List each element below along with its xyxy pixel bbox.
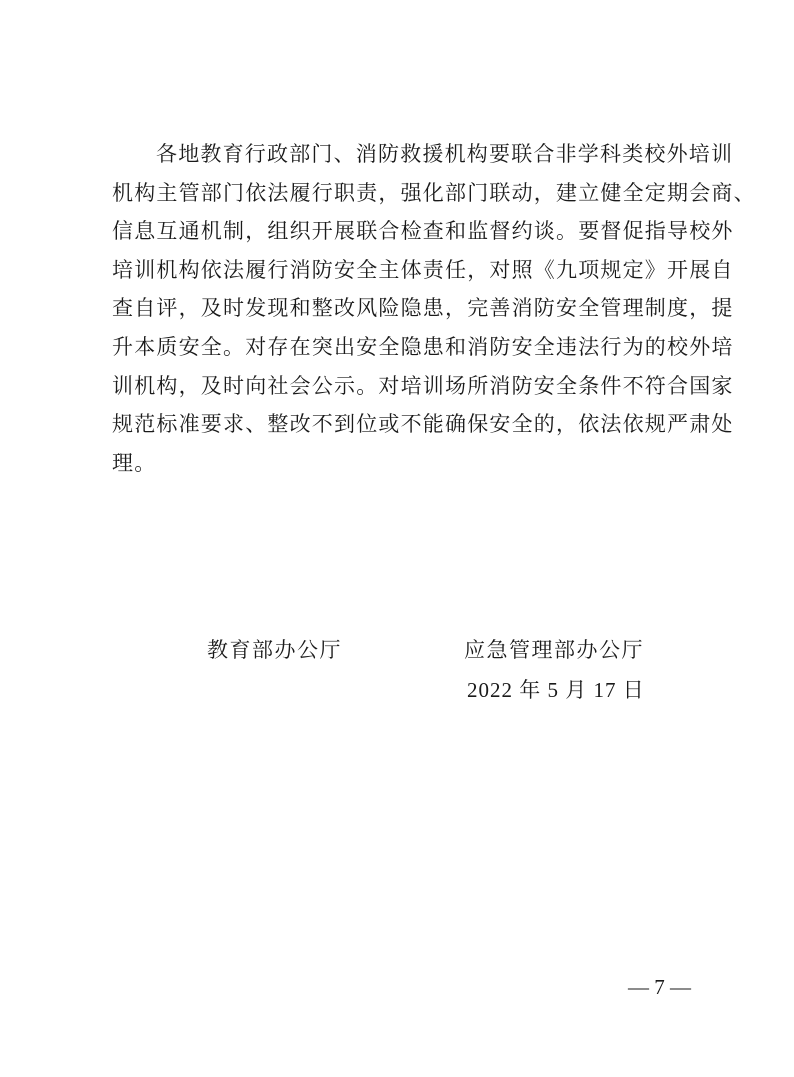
body-paragraph [112,135,756,482]
signature-ministry-of-education: 教育部办公厅 [207,638,342,662]
signature-date: 2022 年 5 月 17 日 [467,678,645,702]
signature-ministry-of-emergency-management: 应急管理部办公厅 [464,638,644,662]
paragraph-line: 训机构，及时向社会公示。对培训场所消防安全条件不符合国家 [112,373,734,398]
paragraph-line: 查自评，及时发现和整改风险隐患，完善消防安全管理制度，提 [112,296,734,321]
paragraph-line: 理。 [112,450,157,475]
paragraph-line: 信息互通机制，组织开展联合检查和监督约谈。要督促指导校外 [112,219,734,244]
paragraph-line: 机构主管部门依法履行职责，强化部门联动，建立健全定期会商、 [112,180,756,205]
paragraph-line: 各地教育行政部门、消防救援机构要联合非学科类校外培训 [156,142,734,166]
paragraph-line: 升本质安全。对存在突出安全隐患和消防安全违法行为的校外培 [112,334,734,359]
paragraph-line: 规范标准要求、整改不到位或不能确保安全的，依法依规严肃处 [112,412,734,437]
page-number: — 7 — [628,975,691,999]
paragraph-line: 培训机构依法履行消防安全主体责任，对照《九项规定》开展自 [112,257,734,282]
